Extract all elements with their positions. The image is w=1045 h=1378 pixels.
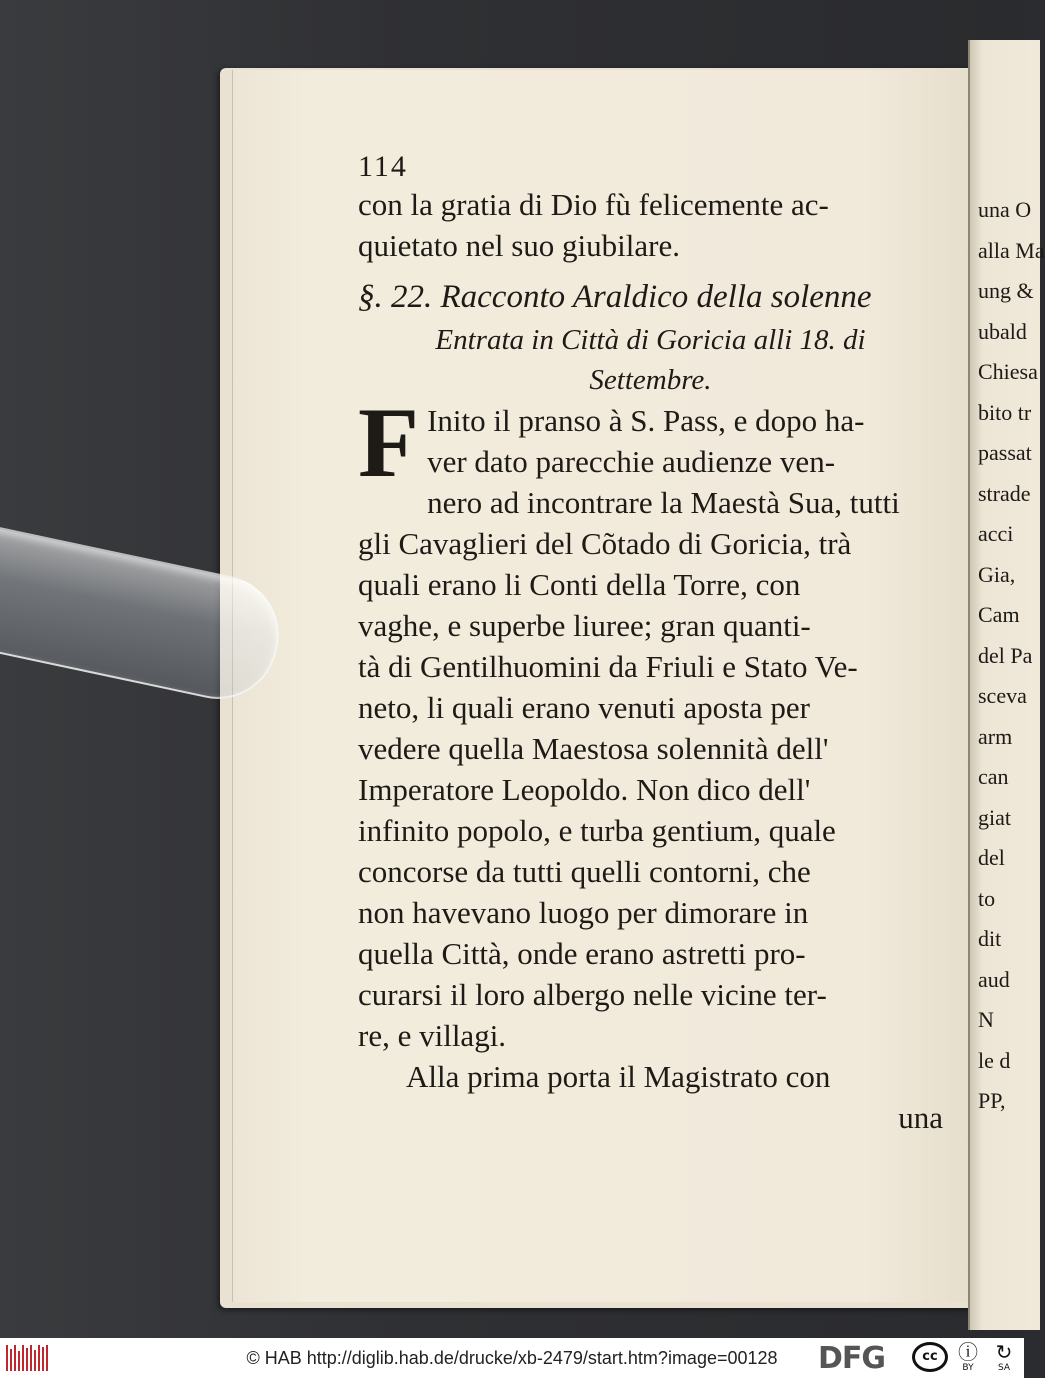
text-line: nero ad incontrare la Maestà Sua, tutti	[427, 485, 900, 520]
text-line: quella Città, onde erano astretti pro-	[358, 936, 806, 971]
facing-page-line: N	[978, 1007, 994, 1032]
page-text	[358, 150, 943, 1138]
text-line: neto, li quali erano venuti aposta per	[358, 690, 810, 725]
facing-page-line: PP,	[978, 1088, 1006, 1113]
text-line: re, e villagi.	[358, 1018, 507, 1053]
first-paragraph-start	[358, 387, 943, 498]
dfg-logo: DFG	[818, 1341, 886, 1376]
text-line: concorse da tutti quelli contorni, che	[358, 854, 811, 889]
facing-page-line: can	[978, 764, 1009, 789]
catchword: una	[898, 1100, 943, 1135]
facing-page-text	[978, 190, 1045, 1122]
text-line: tà di Gentilhuomini da Friuli e Stato Ve-	[358, 649, 858, 684]
facing-page-line: una O	[978, 197, 1032, 222]
section-subheading: Settembre.	[589, 364, 712, 396]
facing-page-line: acci	[978, 521, 1014, 546]
text-line: Imperatore Leopoldo. Non dico dell'	[358, 772, 811, 807]
text-line: gli Cavaglieri del Cõtado di Goricia, trà	[358, 526, 852, 561]
facing-page-line: to	[978, 885, 996, 911]
text-line: quali erano li Conti della Torre, con	[358, 567, 801, 602]
facing-page-line: Gia,	[978, 561, 1016, 587]
text-line: vedere quella Maestosa solennità dell'	[358, 731, 829, 766]
text-line: con la gratia di Dio fù felicemente ac-	[358, 187, 829, 222]
facing-page-line: aud	[978, 966, 1010, 992]
section-subheading: Entrata in Città di Goricia alli 18. di	[435, 324, 866, 356]
facing-page-line: Chiesa	[978, 359, 1038, 384]
cc-license-icon: cc	[912, 1342, 948, 1372]
facing-page-line: arm	[978, 723, 1013, 749]
facing-page-line: del	[978, 845, 1005, 870]
facing-page-line: dit	[978, 926, 1002, 951]
text-line: vaghe, e superbe liuree; gran quanti-	[358, 608, 811, 643]
facing-page-line: bito tr	[978, 399, 1032, 425]
text-line: quietato nel suo giubilare.	[358, 228, 680, 263]
facing-page-line: strade	[978, 480, 1031, 506]
by-license-icon: ⓘ BY	[958, 1340, 978, 1373]
facing-page-line: giat	[978, 804, 1011, 830]
text-line: infinito popolo, e turba gentium, quale	[358, 813, 836, 848]
facing-page-line: ung &	[978, 278, 1034, 303]
section-heading: §. 22. Racconto Araldico della solenne	[358, 279, 872, 315]
text-line: curarsi il loro albergo nelle vicine ter-	[358, 977, 827, 1012]
text-line: Alla prima porta il Magistrato con	[406, 1059, 831, 1094]
facing-page-line: sceva	[978, 683, 1027, 708]
facing-page-line: le d	[978, 1047, 1011, 1073]
text-line: ver dato parecchie audienze ven-	[427, 444, 836, 479]
facing-page-line: Cam	[978, 602, 1020, 627]
page-number: 114	[358, 150, 408, 183]
sa-license-icon: ↻ SA	[995, 1340, 1013, 1373]
facing-page-line: passat	[978, 440, 1032, 465]
facing-page-line: ubald	[978, 318, 1027, 344]
facing-page-line: del Pa	[978, 642, 1033, 668]
text-line: non havevano luogo per dimorare in	[358, 895, 809, 930]
source-link[interactable]: © HAB http://diglib.hab.de/drucke/xb-2479/start.htm?image=00128	[246, 1348, 778, 1368]
facing-page-line: alla Ma	[978, 237, 1045, 263]
first-paragraph	[358, 482, 943, 1056]
drop-cap: F	[358, 387, 420, 498]
text-line: Inito il pranso à S. Pass, e dopo ha-	[427, 403, 865, 438]
